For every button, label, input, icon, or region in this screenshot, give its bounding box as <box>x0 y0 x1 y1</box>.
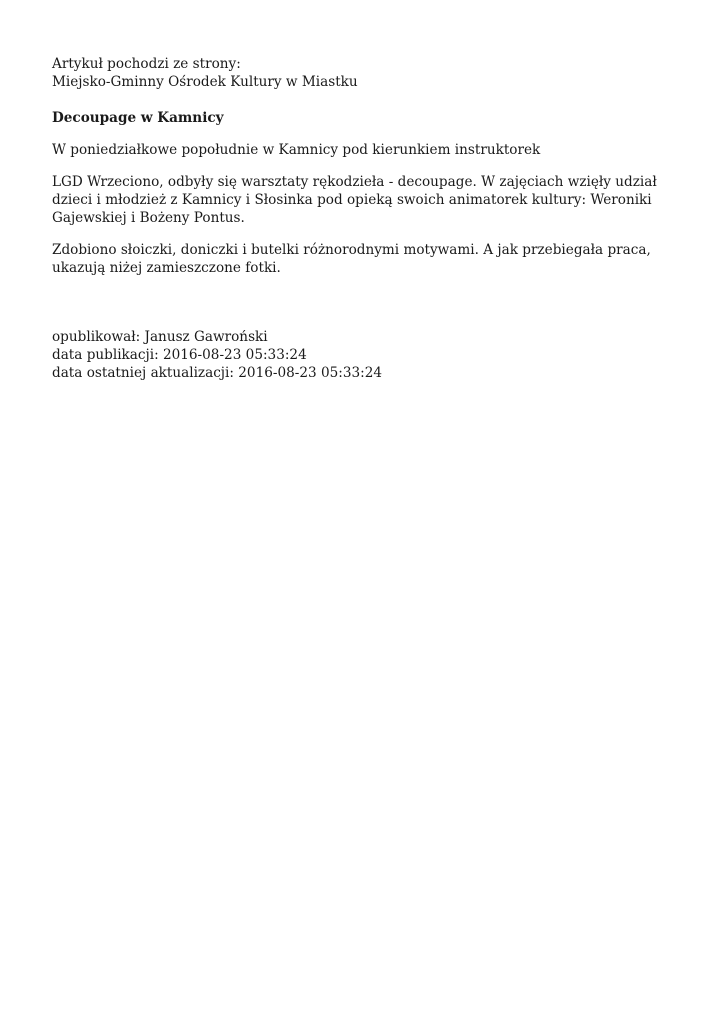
updated-date: data ostatniej aktualizacji: 2016-08-23 05:33:24 <box>52 365 383 381</box>
article-title: Decoupage w Kamnicy <box>52 110 224 126</box>
article-body <box>52 141 677 277</box>
published-by: opublikował: Janusz Gawroński <box>52 329 268 345</box>
article-paragraph: W poniedziałkowe popołudnie w Kamnicy pod kierunkiem instruktorek <box>52 142 541 158</box>
document-page <box>52 55 677 382</box>
source-info <box>52 55 677 91</box>
source-site-name: Miejsko-Gminny Ośrodek Kultury w Miastku <box>52 74 358 90</box>
source-label: Artykuł pochodzi ze strony: <box>52 56 241 72</box>
article-paragraph: Zdobiono słoiczki, doniczki i butelki różnorodnymi motywami. A jak przebiegała praca, ukazują niżej zamieszczone fotki. <box>52 242 651 276</box>
article-paragraph: LGD Wrzeciono, odbyły się warsztaty rękodzieła - decoupage. W zajęciach wzięły udział dzieci i młodzież z Kamnicy i Słosinka pod opieką swoich animatorek kultury: Weroniki Gajewskiej i Bożeny Pontus. <box>52 174 657 226</box>
published-date: data publikacji: 2016-08-23 05:33:24 <box>52 347 307 363</box>
publication-meta <box>52 328 677 382</box>
